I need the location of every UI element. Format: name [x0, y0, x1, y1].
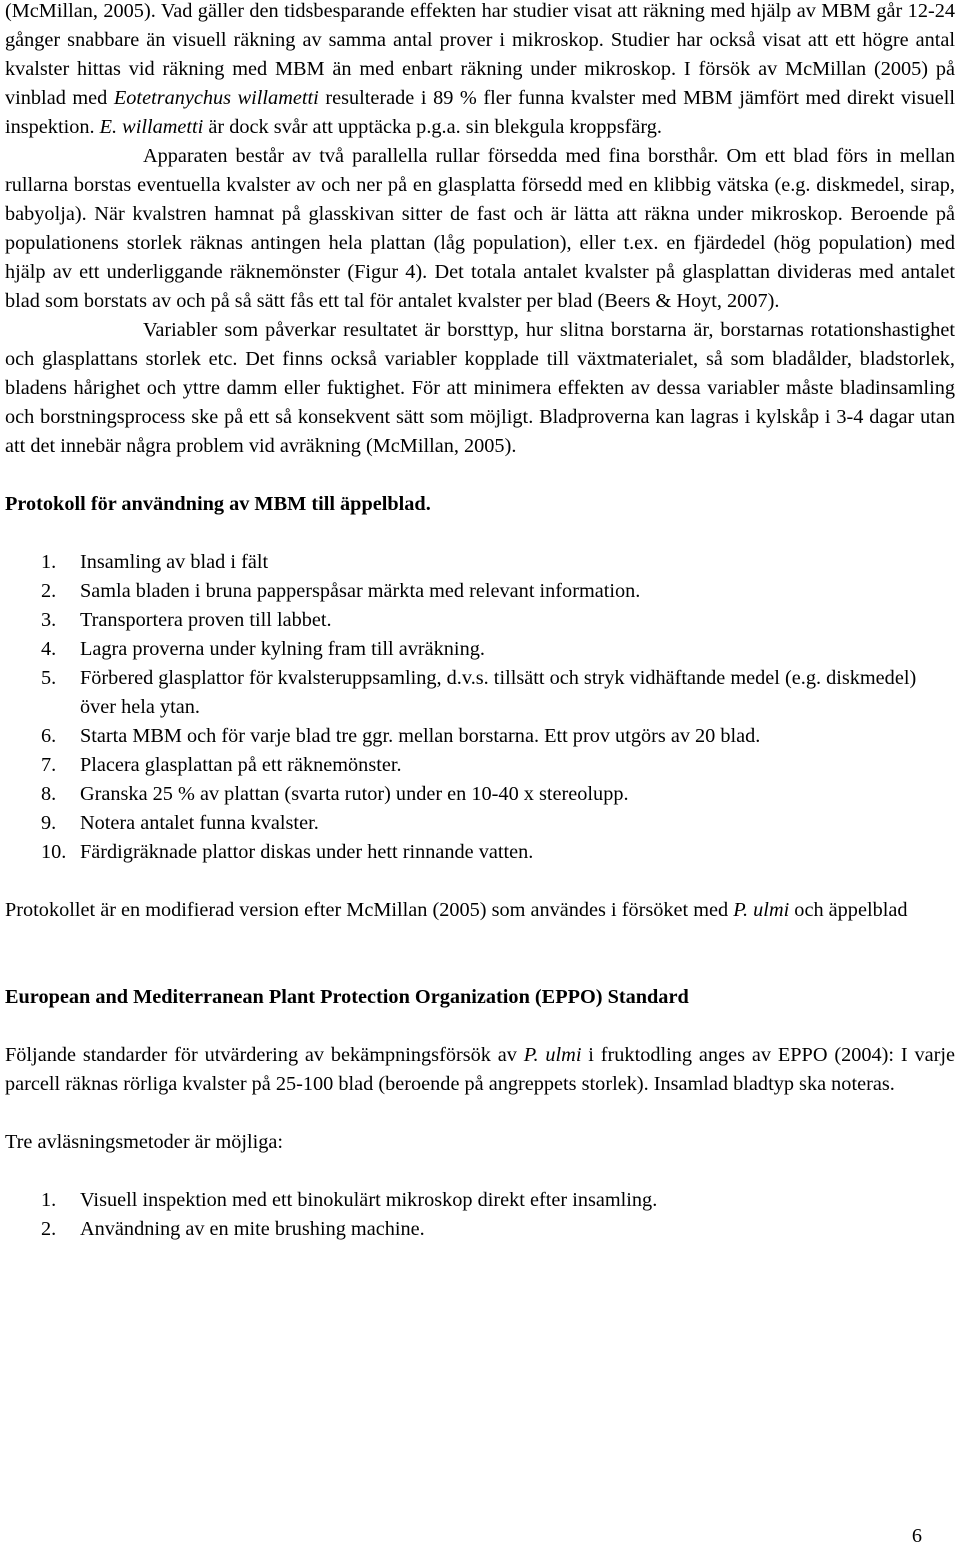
list-text: Användning av en mite brushing machine. [80, 1218, 425, 1240]
list-number: 10. [41, 841, 67, 863]
eppo-paragraph-1 [5, 1041, 955, 1099]
list-text: Transportera proven till labbet. [80, 609, 332, 631]
text-run: (McMillan, 2005). Vad gäller den tidsbesparande effekten har studier visat att räkning med hjälp av MBM går 12-24 gånger snabbare än visuell räkning av samma antal prover i mikroskop. Studier har också visat att ett högre antal kvalster hittas vid räkning med MBM än med enbart räkning under mikroskop. I försök av McMillan (2005) på vinblad med [5, 0, 955, 109]
list-number: 5. [41, 667, 57, 689]
protocol-heading: Protokoll för användning av MBM till äppelblad. [5, 493, 431, 515]
list-item [5, 606, 955, 635]
list-item [5, 838, 955, 867]
eppo-methods-list [5, 1186, 955, 1244]
list-number: 1. [41, 551, 57, 573]
list-text: Placera glasplattan på ett räknemönster. [80, 754, 402, 776]
list-item [5, 548, 955, 577]
list-item [5, 577, 955, 606]
list-item [5, 809, 955, 838]
intro-paragraph-2: Apparaten består av två parallella rullar försedda med fina borsthår. Om ett blad förs in mellan rullarna borstas eventuella kvalster av och ner på en glasplatta försedd med en klibbig vätska (e.g. diskmedel, sirap, babyolja). När kvalstren hamnat på glasskivan sitter de fast och är lätta att räkna under mikroskop. Beroende på populationens storlek räknas antingen hela plattan (låg population), eller t.ex. en fjärdedel (hög population) med hjälp av ett underliggande räknemönster (Figur 4). Det totala antalet kvalster på glasplattan divideras med antalet blad som borstats av och på så sätt fås ett tal för antalet kvalster per blad (Beers & Hoyt, 2007). [5, 145, 955, 312]
list-item [5, 635, 955, 664]
text-run: resulterade i 89 % fler funna kvalster med MBM jämfört med direkt visuell inspektion. [5, 87, 955, 138]
list-number: 9. [41, 812, 57, 834]
list-number: 4. [41, 638, 57, 660]
list-item [5, 780, 955, 809]
eppo-heading: European and Mediterranean Plant Protection Organization (EPPO) Standard [5, 986, 689, 1008]
text-run: Följande standarder för utvärdering av bekämpningsförsök av [5, 1044, 524, 1066]
protocol-steps-list [5, 548, 955, 867]
list-item [5, 751, 955, 780]
intro-paragraph-1 [5, 0, 955, 142]
list-number: 1. [41, 1189, 57, 1211]
list-number: 2. [41, 580, 57, 602]
list-item [5, 722, 955, 751]
list-text: Starta MBM och för varje blad tre ggr. mellan borstarna. Ett prov utgörs av 20 blad. [80, 725, 761, 747]
list-number: 2. [41, 1218, 57, 1240]
list-number: 3. [41, 609, 57, 631]
list-text: Visuell inspektion med ett binokulärt mikroskop direkt efter insamling. [80, 1189, 658, 1211]
species-name: P. ulmi [523, 1044, 582, 1066]
list-text: Samla bladen i bruna papperspåsar märkta med relevant information. [80, 580, 641, 602]
list-item [5, 1186, 955, 1215]
text-run: och äppelblad [789, 899, 908, 921]
species-name: P. ulmi [733, 899, 790, 921]
list-text: Insamling av blad i fält [80, 551, 269, 573]
protocol-note [5, 896, 955, 925]
list-item [5, 664, 955, 722]
list-number: 8. [41, 783, 57, 805]
list-number: 7. [41, 754, 57, 776]
text-run: i fruktodling anges av EPPO (2004): I varje parcell räknas rörliga kvalster på 25-100 blad (beroende på angreppets storlek). Insamlad bladtyp ska noteras. [5, 1044, 955, 1095]
intro-paragraph-3: Variabler som påverkar resultatet är borsttyp, hur slitna borstarna är, borstarnas rotationshastighet och glasplattans storlek etc. Det finns också variabler kopplade till växtmaterialet, så som bladålder, bladstorlek, bladens hårighet och yttre damm eller fuktighet. För att minimera effekten av dessa variabler måste bladinsamling och borstningsprocess ske på ett så konsekvent sätt som möjligt. Bladproverna kan lagras i kylskåp i 3-4 dagar utan att det innebär några problem vid avräkning (McMillan, 2005). [5, 319, 955, 457]
list-text: Granska 25 % av plattan (svarta rutor) under en 10-40 x stereolupp. [80, 783, 629, 805]
eppo-paragraph-2: Tre avläsningsmetoder är möjliga: [5, 1131, 284, 1153]
list-text: Färdigräknade plattor diskas under hett rinnande vatten. [80, 841, 534, 863]
list-item [5, 1215, 955, 1244]
species-name: Eotetranychus willametti [113, 87, 319, 109]
list-text: Förbered glasplattor för kvalsteruppsamling, d.v.s. tillsätt och stryk vidhäftande medel (e.g. diskmedel) över hela ytan. [80, 667, 917, 718]
text-run: är dock svår att upptäcka p.g.a. sin blekgula kroppsfärg. [203, 116, 662, 138]
list-text: Lagra proverna under kylning fram till avräkning. [80, 638, 485, 660]
document-page [5, 0, 955, 1244]
page-number: 6 [911, 1525, 922, 1547]
text-run: Protokollet är en modifierad version efter McMillan (2005) som användes i försöket med [5, 899, 734, 921]
list-number: 6. [41, 725, 57, 747]
list-text: Notera antalet funna kvalster. [80, 812, 319, 834]
species-name: E. willametti [99, 116, 204, 138]
